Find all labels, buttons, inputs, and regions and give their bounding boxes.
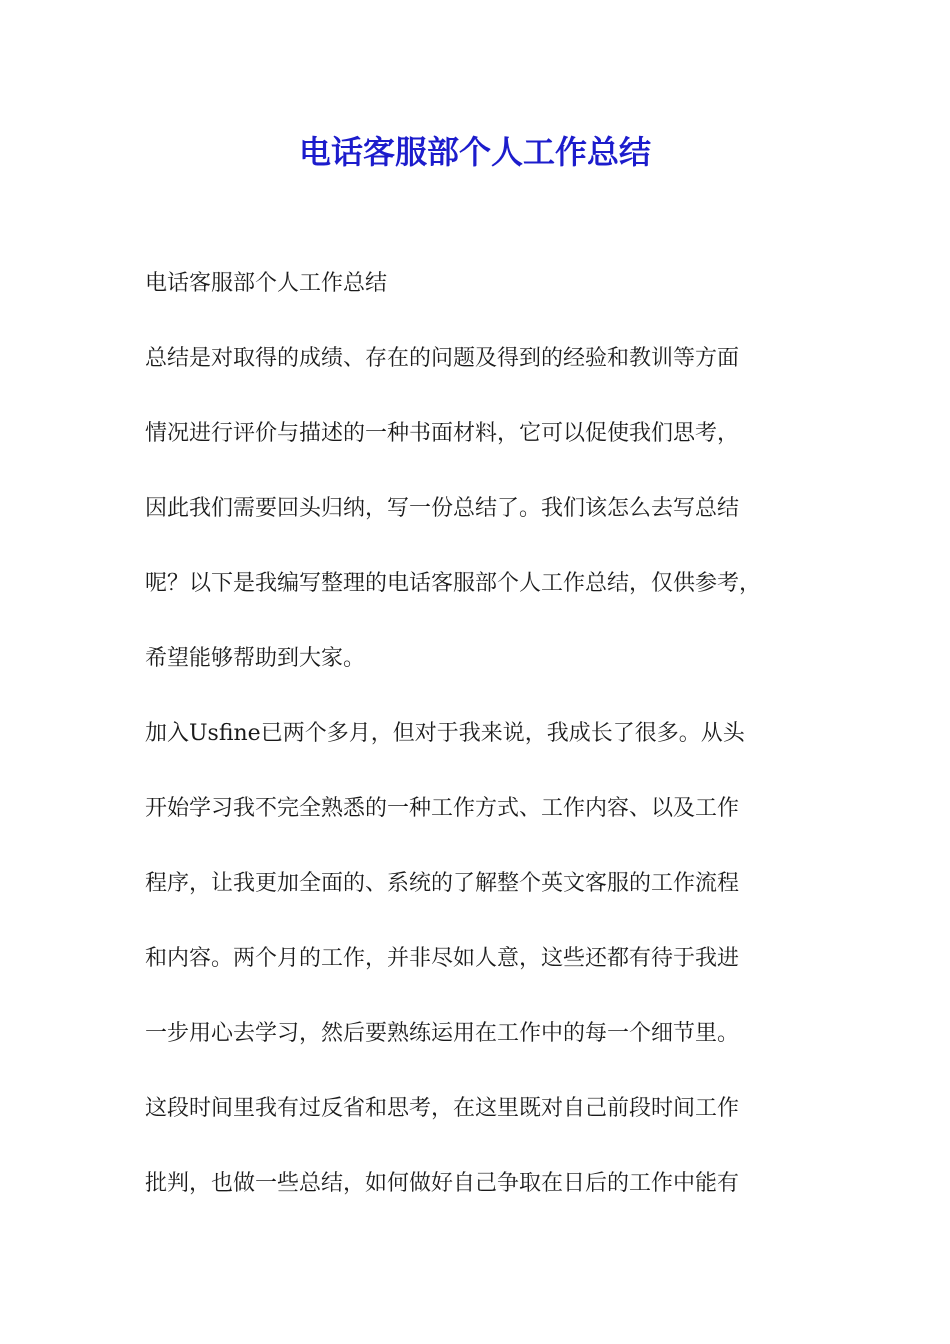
text-line: 因此我们需要回头归纳，写一份总结了。我们该怎么去写总结 xyxy=(145,496,740,521)
text-line: 和内容。两个月的工作，并非尽如人意，这些还都有待于我进 xyxy=(145,946,740,971)
text-line: 呢？以下是我编写整理的电话客服部个人工作总结，仅供参考， xyxy=(145,571,762,596)
text-line: 总结是对取得的成绩、存在的问题及得到的经验和教训等方面 xyxy=(145,346,740,371)
text-line: 开始学习我不完全熟悉的一种工作方式、工作内容、以及工作 xyxy=(145,796,740,821)
text-line: 一步用心去学习，然后要熟练运用在工作中的每一个细节里。 xyxy=(145,1021,740,1046)
text-line: 情况进行评价与描述的一种书面材料，它可以促使我们思考， xyxy=(145,421,740,446)
subtitle-line: 电话客服部个人工作总结 xyxy=(145,271,388,296)
text-line: 批判，也做一些总结，如何做好自己争取在日后的工作中能有 xyxy=(145,1171,740,1196)
text-line: 希望能够帮助到大家。 xyxy=(145,646,366,671)
document-title: 电话客服部个人工作总结 xyxy=(298,133,651,171)
text-line: 这段时间里我有过反省和思考，在这里既对自己前段时间工作 xyxy=(145,1096,740,1121)
text-line: 加入Usfine已两个多月，但对于我来说，我成长了很多。从头 xyxy=(145,721,745,746)
text-line: 程序，让我更加全面的、系统的了解整个英文客服的工作流程 xyxy=(145,871,740,896)
